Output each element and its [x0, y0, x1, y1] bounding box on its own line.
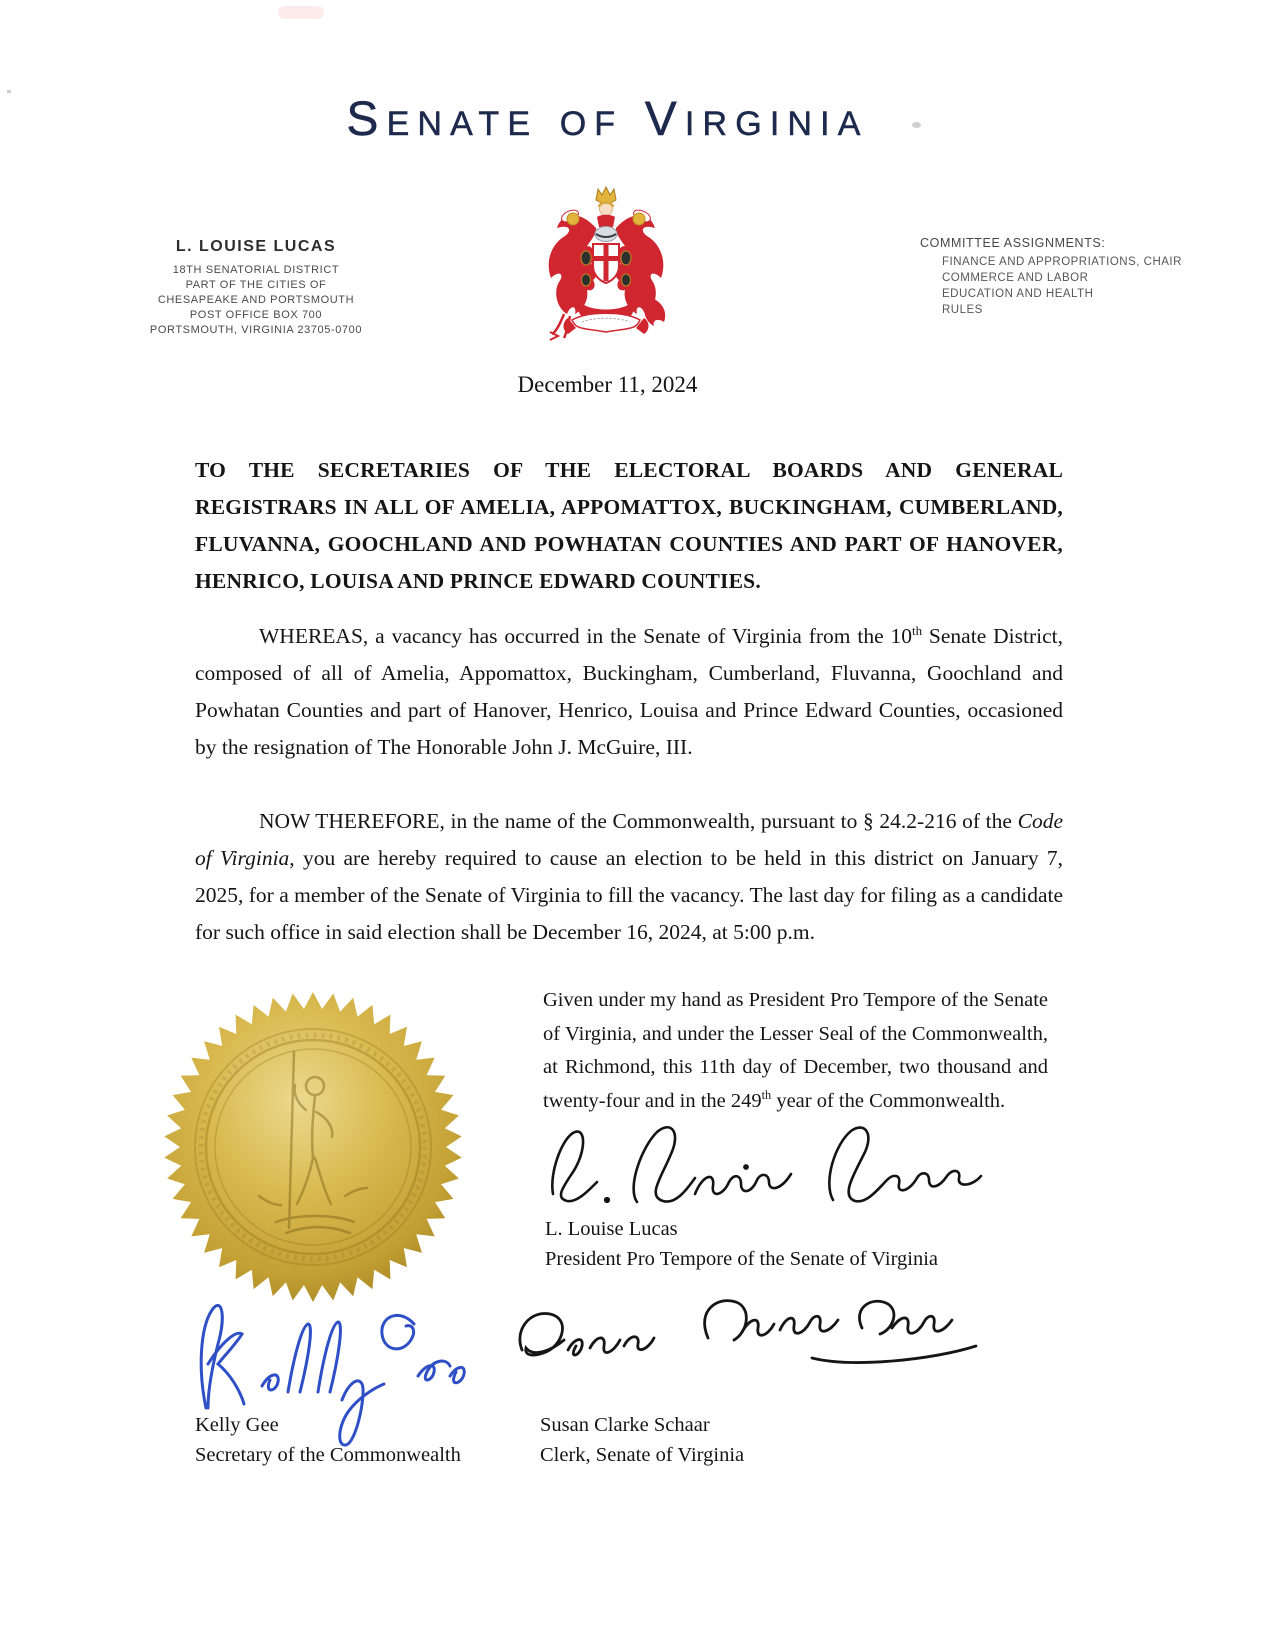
- signer-name: Susan Clarke Schaar: [540, 1414, 710, 1436]
- therefore-text: NOW THEREFORE, in the name of the Commonwealth, pursuant to § 24.2-216 of the: [259, 809, 1018, 833]
- attestation-text: Given under my hand as President Pro Tempore of the Senate of Virginia, and under the Lesser Seal of the Commonwealth, at Richmond, this 11th day of December, two thousand and twenty-four and in the 249: [543, 989, 1048, 1112]
- therefore-paragraph: [195, 803, 1063, 951]
- committee-item: COMMERCE AND LABOR: [942, 272, 1089, 284]
- schaar-signature: [512, 1288, 982, 1383]
- signer-title: Secretary of the Commonwealth: [195, 1444, 461, 1466]
- signer-name: Kelly Gee: [195, 1414, 279, 1436]
- ordinal-superscript: th: [761, 1087, 772, 1102]
- whereas-paragraph: [195, 618, 1063, 766]
- senate-crest-icon: [540, 182, 672, 352]
- scan-artifact: [278, 6, 324, 19]
- letter-date: December 11, 2024: [517, 372, 698, 397]
- committee-item: RULES: [942, 304, 983, 316]
- signer-name: L. Louise Lucas: [545, 1218, 678, 1240]
- sender-address-line: PART OF THE CITIES OF: [185, 279, 327, 291]
- lucas-signature: [545, 1116, 985, 1221]
- therefore-text: , you are hereby required to cause an election to be held in this district on January 7, 2025, for a member of the Senate of Virginia to fill the vacancy. The last day for filing as a candidate for such office in said election shall be December 16, 2024, at 5:00 p.m.: [195, 846, 1064, 944]
- signer-title: Clerk, Senate of Virginia: [540, 1444, 745, 1466]
- sender-name: L. LOUISE LUCAS: [175, 238, 337, 255]
- schaar-name-block: [540, 1410, 744, 1470]
- signer-title: President Pro Tempore of the Senate of Virginia: [545, 1248, 939, 1270]
- committee-item: EDUCATION AND HEALTH: [942, 288, 1094, 300]
- gee-signature: [178, 1280, 468, 1450]
- gold-seal: [163, 986, 463, 1308]
- committee-assignments-block: [920, 236, 1240, 318]
- committee-item: FINANCE AND APPROPRIATIONS, CHAIR: [942, 256, 1182, 268]
- sender-block: [108, 238, 404, 338]
- lucas-name-block: [545, 1214, 938, 1274]
- whereas-text: Senate District, composed of all of Amelia, Appomattox, Buckingham, Cumberland, Fluvanna, Goochland and Powhatan Counties and part of Hanover, Henrico, Louisa and Prince Edward Counties, occasioned by the resignation of The Honorable John J. McGuire, III.: [195, 624, 1063, 759]
- whereas-text: WHEREAS, a vacancy has occurred in the Senate of Virginia from the 10: [259, 624, 913, 648]
- sender-address-line: 18TH SENATORIAL DISTRICT: [172, 264, 340, 276]
- sender-address-line: POST OFFICE BOX 700: [189, 309, 323, 321]
- attestation-paragraph: [543, 984, 1048, 1118]
- committee-heading: COMMITTEE ASSIGNMENTS:: [920, 236, 1106, 250]
- sender-address-line: CHESAPEAKE AND PORTSMOUTH: [157, 294, 355, 306]
- ordinal-superscript: th: [912, 623, 923, 638]
- code-of-virginia-citation: Code of Virginia: [195, 809, 1063, 870]
- sender-address-line: PORTSMOUTH, VIRGINIA 23705-0700: [149, 324, 363, 336]
- page-title: Senate of Virginia: [346, 93, 869, 146]
- address-paragraph: TO THE SECRETARIES OF THE ELECTORAL BOARDS AND GENERAL REGISTRARS IN ALL OF AMELIA, APPOMATTOX, BUCKINGHAM, CUMBERLAND, FLUVANNA, GOOCHLAND AND POWHATAN COUNTIES AND PART OF HANOVER, HENRICO, LOUISA AND PRINCE EDWARD COUNTIES.: [195, 458, 1063, 593]
- attestation-text: year of the Commonwealth.: [771, 1089, 1006, 1112]
